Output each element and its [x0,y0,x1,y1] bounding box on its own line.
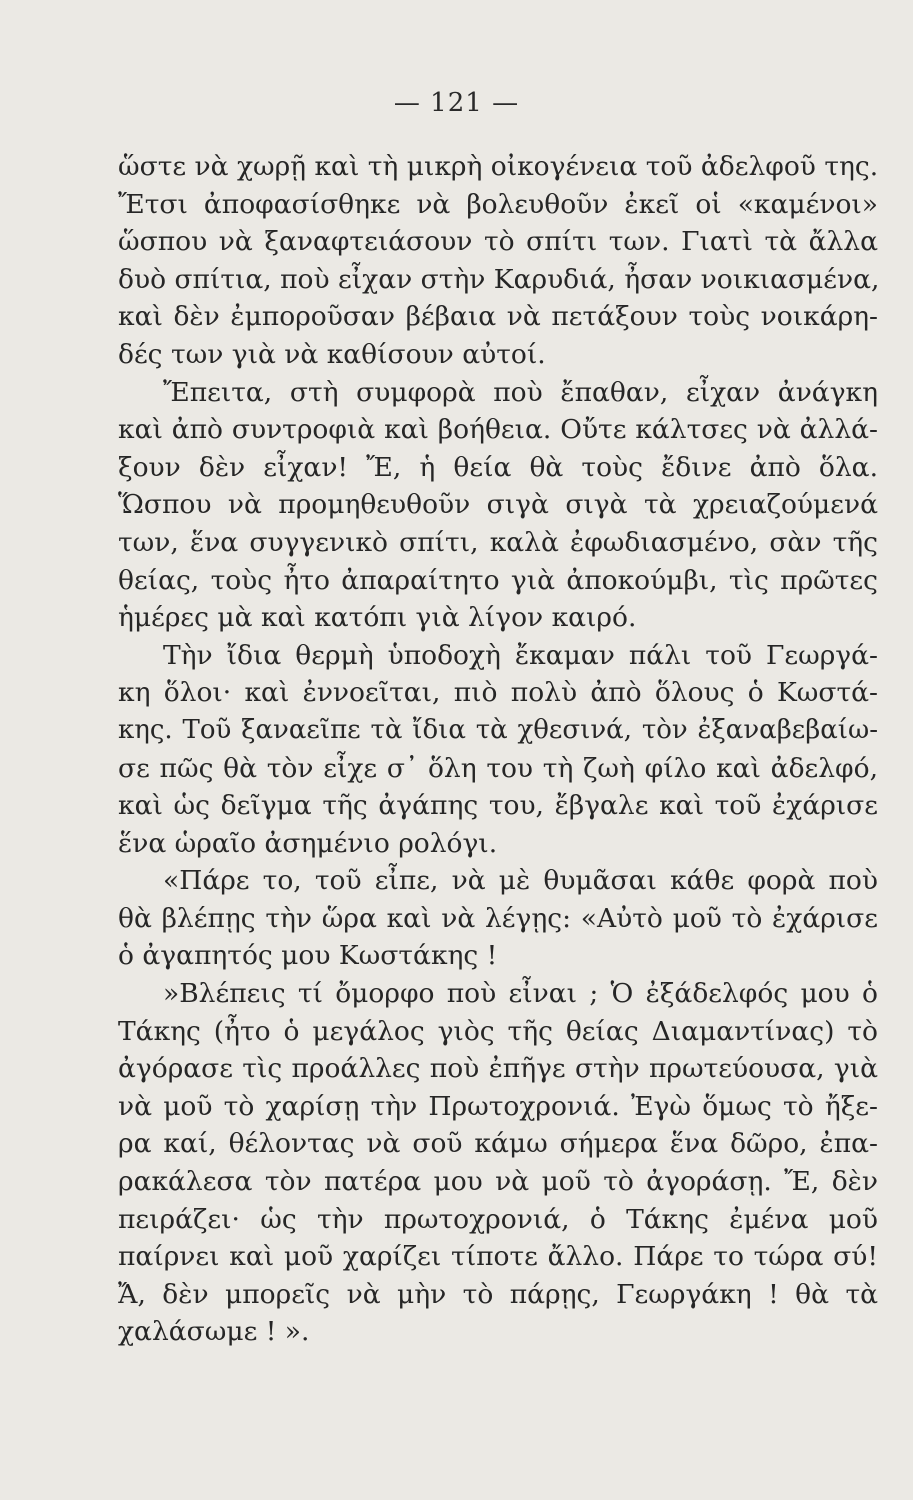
text-line: «Πάρε το, τοῦ εἶπε, νὰ μὲ θυμᾶσαι κάθε φορὰ ποὺ [163,865,878,897]
text-line: ξουν δὲν εἶχαν! Ἔ, ἡ θεία θὰ τοὺς ἔδινε ἀπὸ ὅλα. [118,451,878,483]
text-line: θείας, τοὺς ἦτο ἀπαραίτητο γιὰ ἀποκούμβι, τὶς πρῶτες [118,564,878,596]
text-line: καὶ ἀπὸ συντροφιὰ καὶ βοήθεια. Οὔτε κάλτσες νὰ ἀλλά- [118,414,878,446]
text-line: Τάκης (ἦτο ὁ μεγάλος γιὸς τῆς θείας Διαμαντίνας) τὸ [118,1015,878,1047]
text-line: των, ἕνα συγγενικὸ σπίτι, καλὰ ἐφωδιασμένο, σὰν τῆς [118,526,878,558]
text-line: κης. Τοῦ ξαναεῖπε τὰ ἴδια τὰ χθεσινά, τὸν ἐξαναβεβαίω- [118,714,878,745]
text-line: νὰ μοῦ τὸ χαρίσῃ τὴν Πρωτοχρονιά. Ἐγὼ ὅμως τὸ ἤξε- [118,1090,878,1122]
text-line: κη ὅλοι· καὶ ἐννοεῖται, πιὸ πολὺ ἀπὸ ὅλους ὁ Κωστά- [118,677,878,709]
text-line: θὰ βλέπῃς τὴν ὥρα καὶ νὰ λέγῃς: «Αὐτὸ μοῦ τὸ ἐχάρισε [118,902,878,934]
text-line: ἀγόρασε τὶς προάλλες ποὺ ἐπῆγε στὴν πρωτεύουσα, γιὰ [118,1053,878,1085]
page-number: — 121 — [393,88,520,118]
text-line: χαλάσωμε ! ». [118,1316,310,1348]
text-line: Ἄ, δὲν μπορεῖς νὰ μὴν τὸ πάρῃς, Γεωργάκη ! θὰ τὰ [118,1278,878,1310]
text-line: σε πῶς θὰ τὸν εἶχε σ᾽ ὅλη του τὴ ζωὴ φίλο καὶ ἀδελφό, [118,752,878,784]
text-line: πειράζει· ὡς τὴν πρωτοχρονιά, ὁ Τάκης ἐμένα μοῦ [118,1203,878,1235]
text-line: δές των γιὰ νὰ καθίσουν αὐτοί. [118,338,546,370]
text-line: ρακάλεσα τὸν πατέρα μου νὰ μοῦ τὸ ἀγοράσῃ. Ἔ, δὲν [118,1166,878,1198]
text-line: δυὸ σπίτια, ποὺ εἶχαν στὴν Καρυδιά, ἦσαν νοικιασμένα, [118,263,880,295]
text-line: παίρνει καὶ μοῦ χαρίζει τίποτε ἄλλο. Πάρε το τώρα σύ! [118,1241,878,1273]
text-line: Ἔπειτα, στὴ συμφορὰ ποὺ ἔπαθαν, εἶχαν ἀνάγκη [163,376,878,408]
text-line: »Βλέπεις τί ὄμορφο ποὺ εἶναι ; Ὁ ἐξάδελφός μου ὁ [163,978,878,1010]
text-line: ἕνα ὡραῖο ἀσημένιο ρολόγι. [118,827,498,859]
text-line: ὥστε νὰ χωρῇ καὶ τὴ μικρὴ οἰκογένεια τοῦ ἀδελφοῦ της. [118,151,879,182]
body-text [118,148,878,1351]
text-line: ρα καί, θέλοντας νὰ σοῦ κάμω σήμερα ἕνα δῶρο, ἐπα- [118,1128,878,1160]
text-line: ὁ ἀγαπητός μου Κωστάκης ! [118,940,498,972]
text-line: Ἔτσι ἀποφασίσθηκε νὰ βολευθοῦν ἐκεῖ οἱ «καμένοι» [118,188,878,220]
text-line: καὶ δὲν ἐμποροῦσαν βέβαια νὰ πετάξουν τοὺς νοικάρη- [118,301,878,333]
text-line: ἡμέρες μὰ καὶ κατόπι γιὰ λίγον καιρό. [118,602,637,634]
text-line: Ὥσπου νὰ προμηθευθοῦν σιγὰ σιγὰ τὰ χρειαζούμενά [118,489,878,521]
text-line: Τὴν ἴδια θερμὴ ὑποδοχὴ ἔκαμαν πάλι τοῦ Γεωργά- [163,639,878,671]
text-line: καὶ ὡς δεῖγμα τῆς ἀγάπης του, ἔβγαλε καὶ τοῦ ἐχάρισε [118,790,878,822]
text-line: ὥσπου νὰ ξαναφτειάσουν τὸ σπίτι των. Γιατὶ τὰ ἄλλα [118,226,878,258]
